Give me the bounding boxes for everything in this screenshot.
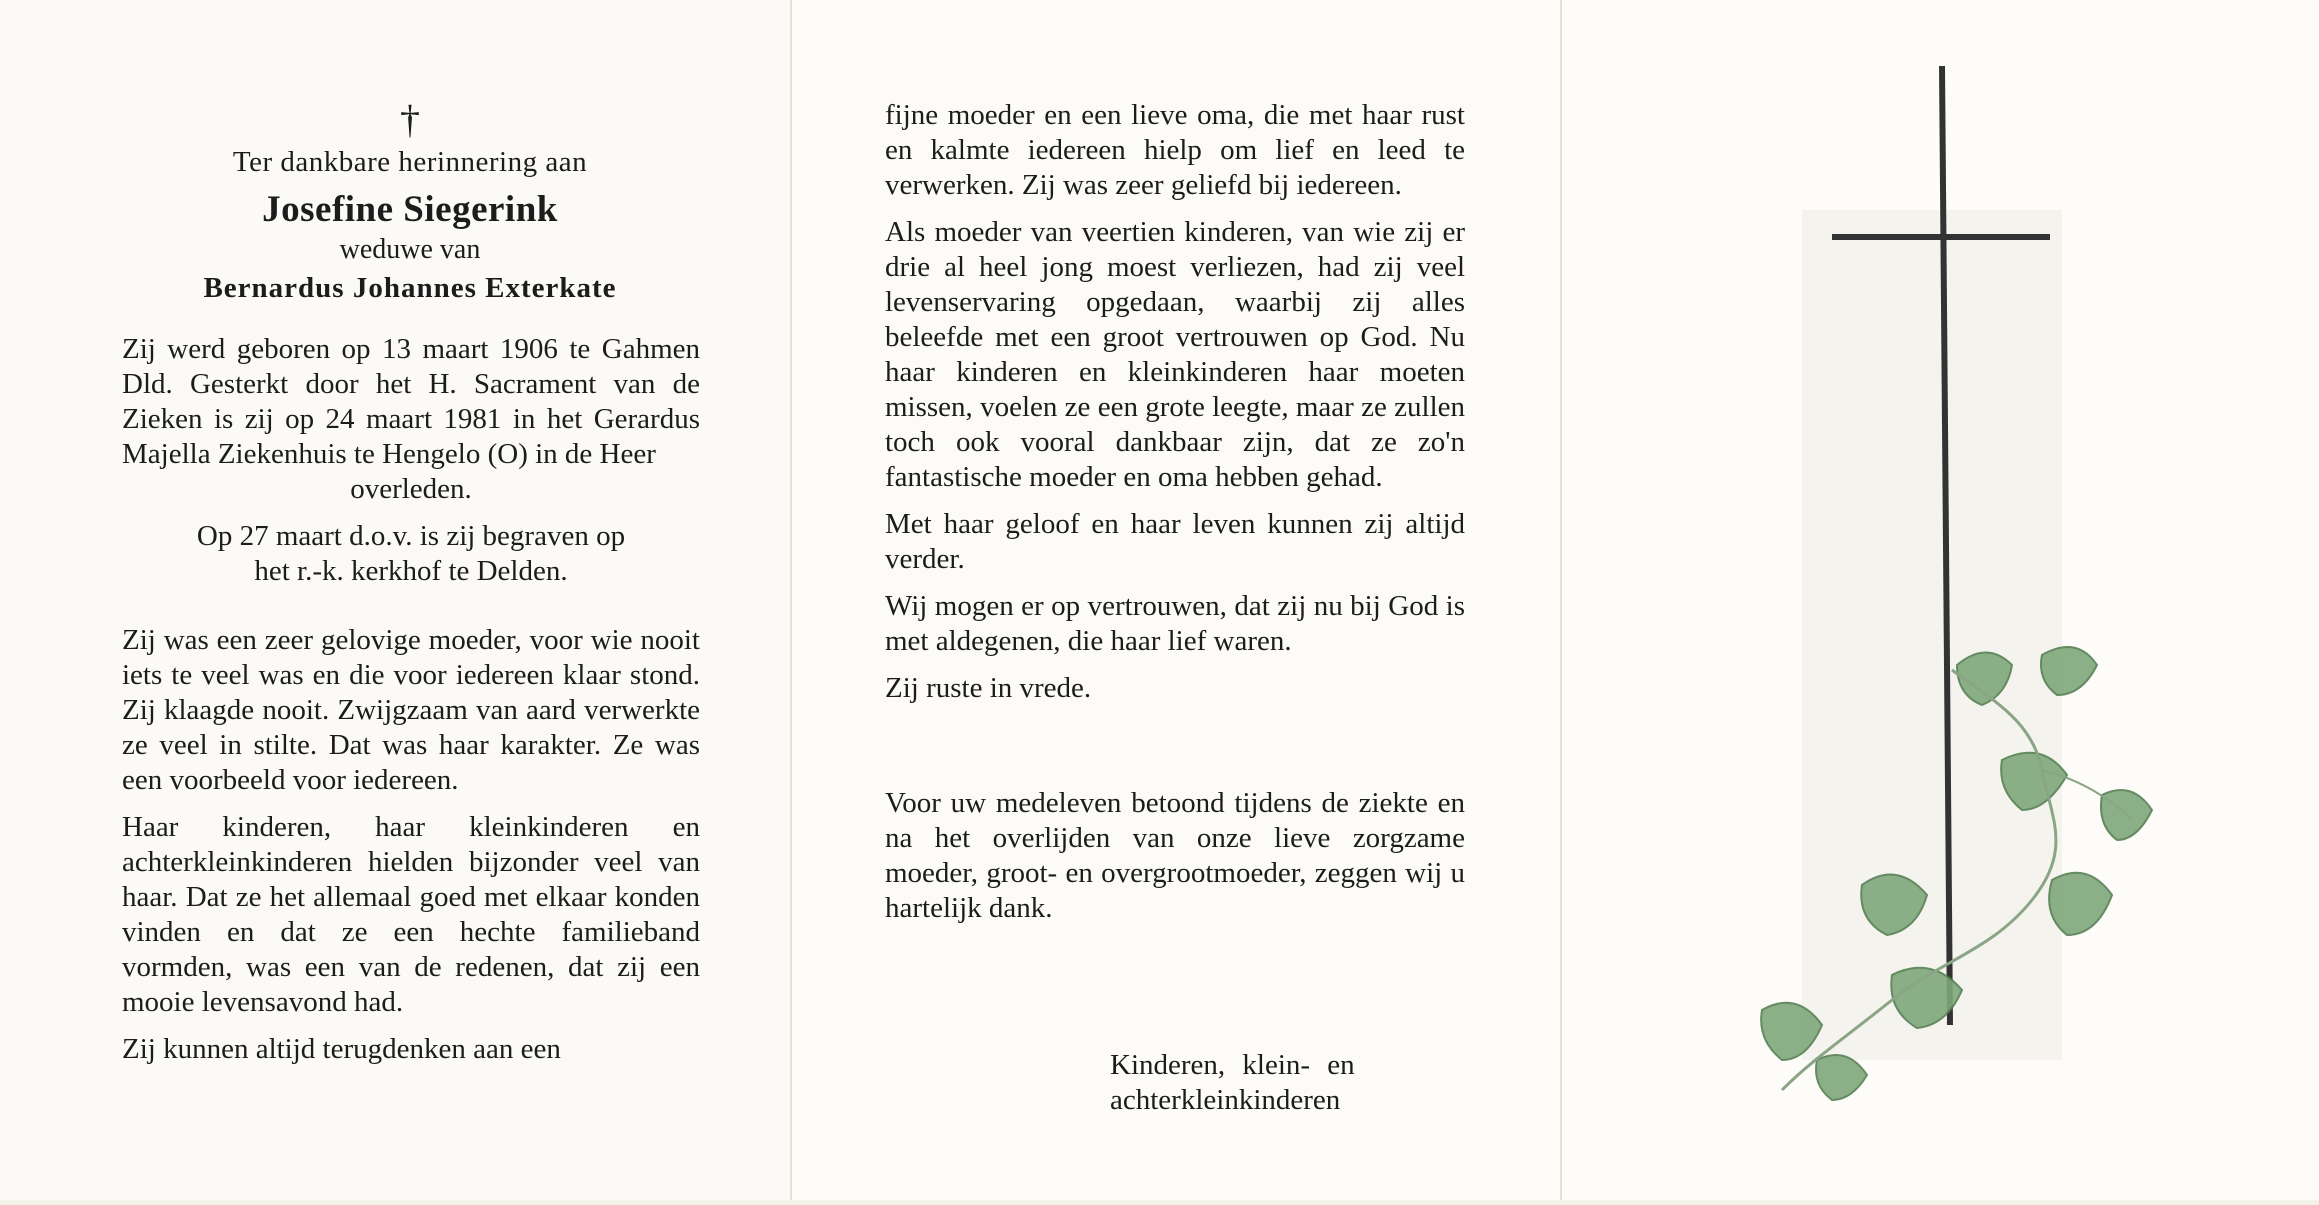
cross-symbol: † <box>400 97 420 142</box>
husband-name: Bernardus Johannes Exterkate <box>203 272 617 304</box>
birth-paragraph-end: overleden. <box>350 473 472 505</box>
family-paragraph: Haar kinderen, haar kleinkinderen en achterkleinkinderen hielden bijzonder veel van haar. Dat ze het allemaal goed met elkaar konden vinden en dat ze een hechte familieband vormden, was een van de redenen, dat zij een mooie levensavond had. <box>122 811 700 1018</box>
signature-line-2: achterkleinkinderen <box>1110 1084 1341 1116</box>
rest-in-peace: Zij ruste in vrede. <box>885 672 1092 704</box>
card-panel-left <box>0 0 790 1200</box>
mother-paragraph: Als moeder van veertien kinderen, van wie zij er drie al heel jong moest verliezen, had zij veel levenservaring opgedaan, waarbij zij alles beleefde met een groot vertrouwen op God. Nu haar kinderen en kleinkinderen haar moeten missen, voelen ze een grote leegte, maar ze zullen toch ook vooral dankbaar zijn, dat ze zo'n fantastische moeder en oma hebben gehad. <box>885 216 1465 493</box>
character-paragraph: Zij was een zeer gelovige moeder, voor wie nooit iets te veel was en die voor iedereen klaar stond. Zij klaagde nooit. Zwijgzaam van aard verwerkte ze veel in stilte. Dat was haar karakter. Ze was een voorbeeld voor iedereen. <box>122 624 700 796</box>
memory-paragraph-start: Zij kunnen altijd terugdenken aan een <box>122 1033 561 1065</box>
deceased-name: Josefine Siegerink <box>262 189 558 230</box>
memory-paragraph-end: fijne moeder en een lieve oma, die met haar rust en kalmte iedereen hielp om lief en leed te verwerken. Zij was zeer geliefd bij iedereen. <box>885 99 1465 201</box>
signature <box>1110 1048 1355 1118</box>
widow-of-text: weduwe van <box>339 234 481 265</box>
intro-text: Ter dankbare herinnering aan <box>232 146 588 178</box>
thanks-paragraph: Voor uw medeleven betoond tijdens de ziekte en na het overlijden van onze lieve zorgzame moeder, groot- en overgrootmoeder, zeggen wij u hartelijk dank. <box>885 787 1465 924</box>
signature-line-1: Kinderen, klein- en <box>1110 1049 1355 1081</box>
burial-paragraph: Op 27 maart d.o.v. is zij begraven op <box>196 520 626 552</box>
trust-paragraph: Wij mogen er op vertrouwen, dat zij nu bij God is met aldegenen, die haar lief waren. <box>885 590 1465 657</box>
card-panel-middle <box>792 0 1560 1200</box>
faith-paragraph: Met haar geloof en haar leven kunnen zij altijd verder. <box>885 508 1465 575</box>
obituary-text-left <box>122 332 700 1079</box>
card-panel-right <box>1562 0 2319 1200</box>
birth-paragraph: Zij werd geboren op 13 maart 1906 te Gahmen Dld. Gesterkt door het H. Sacrament van de Zieken is zij op 24 maart 1981 in het Gerardus Majella Ziekenhuis te Hengelo (O) in de Heer <box>122 333 700 470</box>
cross-with-ivy-icon <box>1562 0 2319 1200</box>
obituary-text-middle <box>885 98 1465 938</box>
burial-paragraph-end: het r.-k. kerkhof te Delden. <box>254 555 568 587</box>
